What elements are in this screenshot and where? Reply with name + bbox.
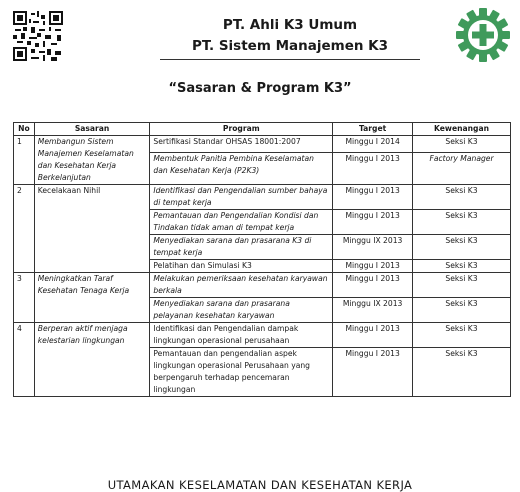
- cell-kewenangan: Seksi K3: [413, 235, 511, 260]
- cell-kewenangan: Seksi K3: [413, 273, 511, 298]
- cell-target: Minggu I 2013: [333, 210, 413, 235]
- cell-program: Pemantauan dan Pengendalian Kondisi dan Tindakan tidak aman di tempat kerja: [150, 210, 333, 235]
- qr-code-icon: [13, 11, 63, 61]
- cell-kewenangan: Seksi K3: [413, 185, 511, 210]
- cell-kewenangan: Seksi K3: [413, 323, 511, 348]
- cell-program: Menyediakan sarana dan prasarana pelayanan kesehatan karyawan: [150, 298, 333, 323]
- cell-program: Menyediakan sarana dan prasarana K3 di tempat kerja: [150, 235, 333, 260]
- cell-program: Melakukan pemeriksaan kesehatan karyawan berkala: [150, 273, 333, 298]
- header-target: Target: [333, 123, 413, 136]
- cell-target: Minggu I 2013: [333, 348, 413, 397]
- cell-kewenangan: Seksi K3: [413, 136, 511, 153]
- header-no: No: [14, 123, 35, 136]
- cell-target: Minggu I 2013: [333, 185, 413, 210]
- cell-target: Minggu IX 2013: [333, 298, 413, 323]
- cell-program: Membentuk Panitia Pembina Keselamatan dan Kesehatan Kerja (P2K3): [150, 152, 333, 184]
- footer-slogan: UTAMAKAN KESELAMATAN DAN KESEHATAN KERJA: [107, 478, 413, 492]
- cell-target: Minggu I 2013: [333, 273, 413, 298]
- cell-kewenangan: Factory Manager: [413, 152, 511, 184]
- cell-kewenangan: Seksi K3: [413, 348, 511, 397]
- cell-target: Minggu IX 2013: [333, 235, 413, 260]
- table-row: [14, 323, 511, 348]
- k3-cross-gear-logo-icon: [456, 8, 510, 62]
- table-row: [14, 185, 511, 210]
- cell-sasaran: Berperan aktif menjaga kelestarian lingkungan: [34, 323, 150, 397]
- header-program: Program: [150, 123, 333, 136]
- table-row: [14, 273, 511, 298]
- cell-sasaran: Meningkatkan Taraf Kesehatan Tenaga Kerja: [34, 273, 150, 323]
- cell-program: Sertifikasi Standar OHSAS 18001:2007: [150, 136, 333, 153]
- cell-kewenangan: Seksi K3: [413, 298, 511, 323]
- table-row: [14, 136, 511, 153]
- company-heading: [160, 15, 420, 60]
- cell-no: 4: [14, 323, 35, 397]
- header-kewenangan: Kewenangan: [413, 123, 511, 136]
- cell-target: Minggu I 2013: [333, 323, 413, 348]
- cell-no: 2: [14, 185, 35, 273]
- cell-kewenangan: Seksi K3: [413, 260, 511, 273]
- cell-no: 1: [14, 136, 35, 185]
- cell-no: 3: [14, 273, 35, 323]
- company-name-line2: PT. Sistem Manajemen K3: [160, 36, 420, 60]
- document-title: “Sasaran & Program K3”: [168, 81, 352, 96]
- cell-sasaran: Kecelakaan Nihil: [34, 185, 150, 273]
- table-header-row: [14, 123, 511, 136]
- cell-kewenangan: Seksi K3: [413, 210, 511, 235]
- cell-target: Minggu I 2013: [333, 152, 413, 184]
- cell-target: Minggu I 2014: [333, 136, 413, 153]
- cell-program: Identifikasi dan Pengendalian dampak lingkungan operasional perusahaan: [150, 323, 333, 348]
- cell-program: Identifikasi dan Pengendalian sumber bahaya di tempat kerja: [150, 185, 333, 210]
- header-sasaran: Sasaran: [34, 123, 150, 136]
- cell-sasaran: Membangun Sistem Manajemen Keselamatan dan Kesehatan Kerja Berkelanjutan: [34, 136, 150, 185]
- sasaran-program-table: [13, 122, 511, 397]
- company-name-line1: PT. Ahli K3 Umum: [222, 17, 358, 33]
- cell-program: Pelatihan dan Simulasi K3: [150, 260, 333, 273]
- cell-program: Pemantauan dan pengendalian aspek lingkungan operasional Perusahaan yang berpengaruh terhadap pencemaran lingkungan: [150, 348, 333, 397]
- cell-target: Minggu I 2013: [333, 260, 413, 273]
